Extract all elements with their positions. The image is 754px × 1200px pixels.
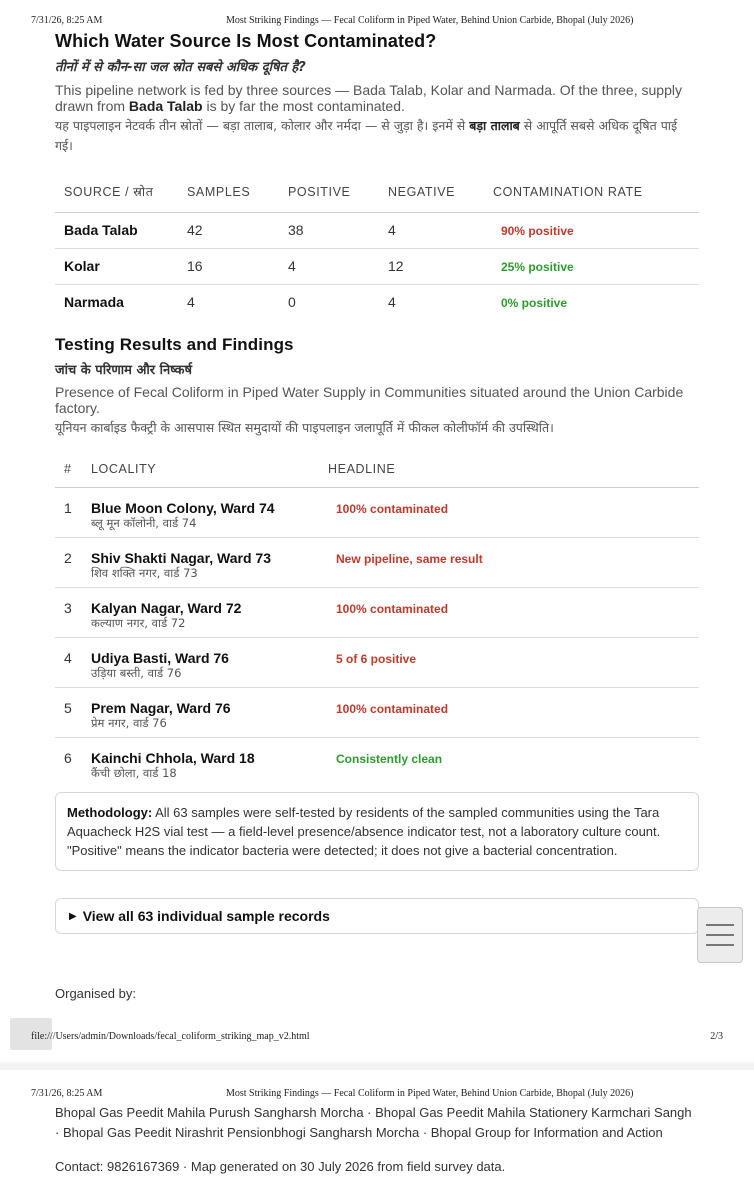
organisations-section [55,1103,699,1177]
view-all-records-toggle[interactable] [55,898,699,934]
source-intro-hindi [55,116,699,156]
locality-name: Blue Moon Colony, Ward 74 [91,499,275,516]
print-date: 7/31/26, 8:25 AM [31,1088,103,1099]
row-number: 2 [55,537,91,587]
locality-name: Kalyan Nagar, Ward 72 [91,599,242,616]
source-intro-hindi-text: यह पाइपलाइन नेटवर्क तीन स्रोतों — बड़ा तालाब, कोलार और नर्मदा — से जुड़ा है। इनमें से [55,118,470,133]
locality-cell [91,637,328,687]
headline-cell [328,687,699,737]
table-row [55,248,699,284]
headline-cell [328,637,699,687]
table-row [55,284,699,320]
print-doc-title: Most Striking Findings — Fecal Coliform in Piped Water, Behind Union Carbide, Bhopal (July 2026) [226,1088,634,1099]
organised-by-label: Organised by: [55,986,136,1001]
rate-cell [493,284,699,320]
details-wrapper [55,898,699,934]
source-name: Bada Talab [55,212,187,248]
locality-cell [91,537,328,587]
table-row [55,737,699,787]
methodology-text: All 63 samples were self-tested by residents of the sampled communities using the Tara Aquacheck H2S vial test — a field-level presence/absence indicator test, not a laboratory culture count. "Positive" means the indicator bacteria were detected; it does not give a bacterial concentration. [67,805,661,858]
table-row [55,537,699,587]
locality-name: Shiv Shakti Nagar, Ward 73 [91,549,271,566]
source-intro [55,82,699,114]
headline: 100% contaminated [336,501,449,516]
print-page-number: 2/3 [710,1031,723,1042]
source-section [55,31,699,320]
locality-cell [91,737,328,787]
results-table-header [55,451,699,487]
headline-cell [328,487,699,537]
col-number: # [55,451,91,487]
table-row [55,212,699,248]
samples-count: 42 [187,212,288,248]
methodology-wrapper [55,792,699,871]
print-doc-title: Most Striking Findings — Fecal Coliform in Piped Water, Behind Union Carbide, Bhopal (July 2026) [226,15,634,26]
source-intro-text: This pipeline network is fed by three sources — Bada Talab, Kolar and Narmada. Of the three, supply drawn from [55,82,682,114]
samples-count: 16 [187,248,288,284]
table-row [55,637,699,687]
hamburger-menu-icon[interactable] [697,907,743,963]
negative-count: 4 [388,294,396,311]
table-row [55,587,699,637]
headline: 100% contaminated [336,601,449,616]
source-table [55,172,699,320]
col-negative: NEGATIVE [388,172,493,212]
row-number: 1 [55,487,91,537]
source-section-title: Which Water Source Is Most Contaminated? [55,31,437,51]
headline-cell [328,737,699,787]
negative-count: 4 [388,212,493,248]
headline-cell [328,587,699,637]
col-samples: SAMPLES [187,172,288,212]
locality-cell [91,587,328,637]
col-positive: POSITIVE [288,172,388,212]
source-intro-hindi-text-end: से आपूर्ति सबसे अधिक दूषित पाई गई। [55,118,678,153]
print-file-path: file:///Users/admin/Downloads/fecal_coliform_striking_map_v2.html [31,1031,310,1042]
locality-name-hindi: कैंची छोला, वार्ड 18 [91,765,177,780]
headline: 5 of 6 positive [336,651,417,666]
results-intro-hindi: यूनियन कार्बाइड फैक्ट्री के आसपास स्थित समुदायों की पाइपलाइन जलापूर्ति में फीकल कोलीफॉर्म की उपस्थिति। [55,420,554,435]
positive-count: 0 [288,294,296,311]
methodology-label: Methodology: [67,805,153,820]
col-source: SOURCE / स्रोत [55,172,187,212]
source-table-header [55,172,699,212]
contamination-rate: 0% positive [501,296,568,311]
print-date: 7/31/26, 8:25 AM [31,15,103,26]
row-number: 4 [55,637,91,687]
positive-count: 38 [288,212,388,248]
locality-name: Udiya Basti, Ward 76 [91,649,229,666]
locality-cell [91,487,328,537]
contamination-rate: 90% positive [501,224,574,238]
headline: 100% contaminated [336,701,449,716]
source-intro-hindi-highlight: बड़ा तालाब [469,118,520,133]
negative-count: 12 [388,248,493,284]
results-section-title-hindi: जांच के परिणाम और निष्कर्ष [55,363,192,378]
contact-info: Contact: 9826167369 · Map generated on 30 July 2026 from field survey data. [55,1159,506,1174]
locality-name: Kainchi Chhola, Ward 18 [91,749,255,766]
row-number: 5 [55,687,91,737]
results-table [55,451,699,787]
col-headline: HEADLINE [328,451,699,487]
headline: New pipeline, same result [336,551,483,566]
organised-by [55,984,699,1004]
col-contamination-rate: CONTAMINATION RATE [493,172,699,212]
table-row [55,687,699,737]
source-intro-highlight: Bada Talab [128,98,203,114]
rate-cell [493,248,699,284]
source-name: Narmada [64,294,124,311]
view-all-records-label: View all 63 individual sample records [82,908,330,924]
rate-cell [493,212,699,248]
headline: Consistently clean [336,751,443,766]
results-section-title: Testing Results and Findings [55,335,294,354]
triangle-right-icon: ▶ [69,910,77,922]
source-name: Kolar [55,248,187,284]
locality-name-hindi: उड़िया बस्ती, वार्ड 76 [91,665,182,680]
row-number: 6 [64,749,72,766]
row-number: 3 [55,587,91,637]
locality-name-hindi: प्रेम नगर, वार्ड 76 [91,715,167,730]
organisations-list: Bhopal Gas Peedit Mahila Purush Sangharsh Morcha · Bhopal Gas Peedit Mahila Stationery Karmchari Sangh · Bhopal Gas Peedit Nirashrit Pensionbhogi Sangharsh Morcha · Bhopal Group for Information and Action [55,1105,692,1140]
locality-name-hindi: ब्लू मून कॉलोनी, वार्ड 74 [91,515,197,530]
locality-name-hindi: कल्याण नगर, वार्ड 72 [91,615,186,630]
source-section-title-hindi: तीनों में से कौन-सा जल स्रोत सबसे अधिक दूषित है? [55,60,306,75]
locality-cell [91,687,328,737]
contamination-rate: 25% positive [501,260,574,274]
locality-name: Prem Nagar, Ward 76 [91,699,231,716]
methodology-box [55,792,699,871]
headline-cell [328,537,699,587]
results-section [55,335,699,787]
locality-name-hindi: शिव शक्ति नगर, वार्ड 73 [91,565,198,580]
results-intro: Presence of Fecal Coliform in Piped Water Supply in Communities situated around the Union Carbide factory. [55,384,684,416]
table-row [55,487,699,537]
col-locality: LOCALITY [91,451,328,487]
page-break [0,1062,754,1070]
samples-count: 4 [187,294,195,311]
positive-count: 4 [288,248,388,284]
source-intro-text-end: is by far the most contaminated. [202,98,405,114]
